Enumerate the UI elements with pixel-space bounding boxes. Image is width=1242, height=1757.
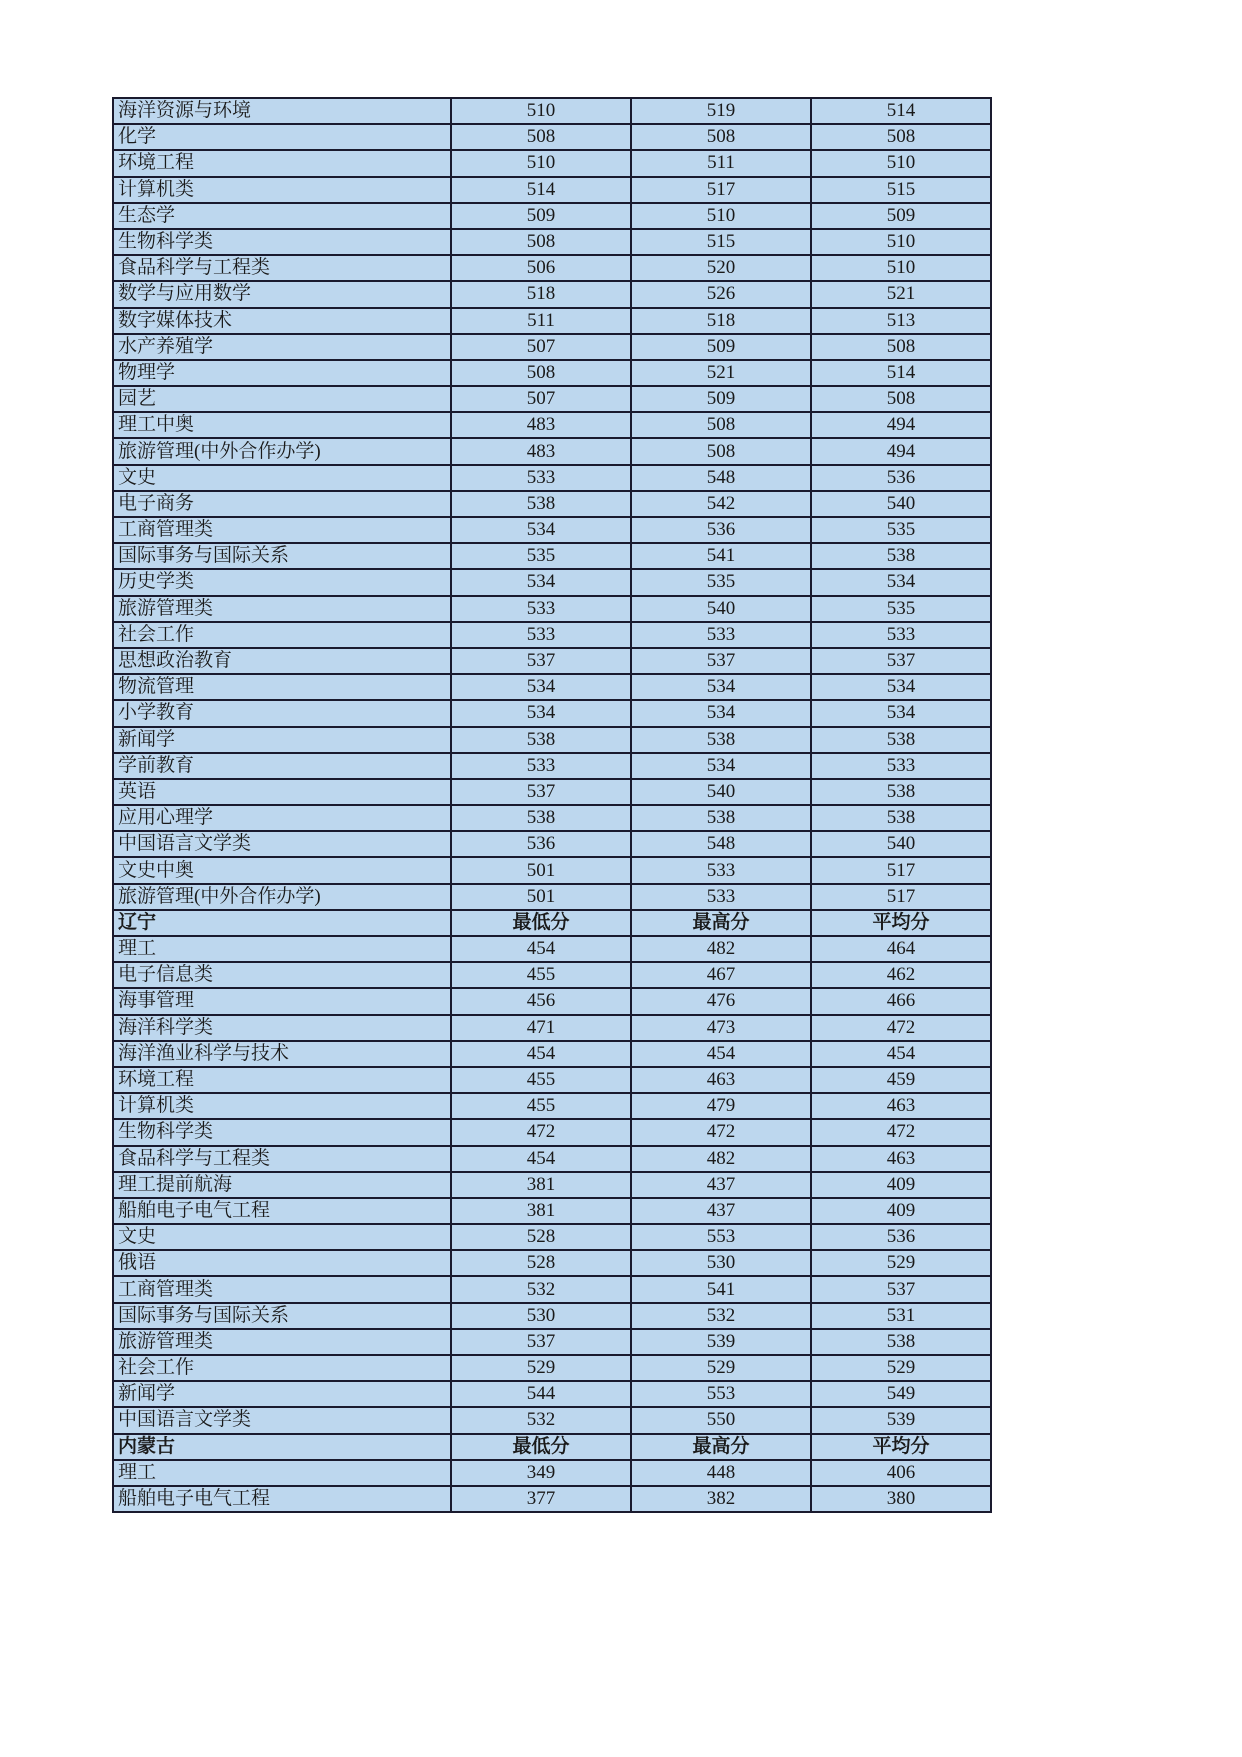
avg-score-cell: 538 xyxy=(811,1329,991,1355)
min-score-cell: 506 xyxy=(451,255,631,281)
table-row xyxy=(113,1119,991,1145)
min-score-cell: 501 xyxy=(451,884,631,910)
max-score-cell: 532 xyxy=(631,1303,811,1329)
table-row xyxy=(113,674,991,700)
category-name-cell: 理工中奥 xyxy=(113,412,451,438)
max-score-cell: 540 xyxy=(631,596,811,622)
max-score-cell: 472 xyxy=(631,1119,811,1145)
major-name-cell: 工商管理类 xyxy=(113,517,451,543)
major-name-cell: 海洋科学类 xyxy=(113,1015,451,1041)
avg-score-cell: 472 xyxy=(811,1119,991,1145)
max-score-cell: 539 xyxy=(631,1329,811,1355)
avg-score-cell: 540 xyxy=(811,491,991,517)
min-score-cell: 533 xyxy=(451,622,631,648)
table-row xyxy=(113,386,991,412)
category-name-cell: 文史 xyxy=(113,1224,451,1250)
major-name-cell: 中国语言文学类 xyxy=(113,831,451,857)
category-name-cell: 理工 xyxy=(113,936,451,962)
table-row xyxy=(113,1407,991,1433)
max-score-cell: 533 xyxy=(631,884,811,910)
table-row xyxy=(113,569,991,595)
avg-score-cell: 536 xyxy=(811,1224,991,1250)
major-name-cell: 物流管理 xyxy=(113,674,451,700)
major-name-cell: 国际事务与国际关系 xyxy=(113,543,451,569)
max-header-cell: 最高分 xyxy=(631,1434,811,1460)
max-score-cell: 542 xyxy=(631,491,811,517)
max-score-cell: 526 xyxy=(631,281,811,307)
max-score-cell: 509 xyxy=(631,386,811,412)
table-row xyxy=(113,700,991,726)
avg-score-cell: 463 xyxy=(811,1146,991,1172)
major-name-cell: 生物科学类 xyxy=(113,1119,451,1145)
category-name-cell: 理工 xyxy=(113,1460,451,1486)
avg-score-cell: 549 xyxy=(811,1381,991,1407)
max-score-cell: 548 xyxy=(631,831,811,857)
major-name-cell: 英语 xyxy=(113,779,451,805)
major-name-cell: 生态学 xyxy=(113,203,451,229)
max-score-cell: 454 xyxy=(631,1041,811,1067)
table-row xyxy=(113,596,991,622)
max-score-cell: 548 xyxy=(631,465,811,491)
major-name-cell: 旅游管理类 xyxy=(113,1329,451,1355)
major-name-cell: 旅游管理类 xyxy=(113,596,451,622)
avg-score-cell: 494 xyxy=(811,412,991,438)
major-name-cell: 工商管理类 xyxy=(113,1276,451,1302)
min-score-cell: 381 xyxy=(451,1198,631,1224)
min-score-cell: 455 xyxy=(451,1093,631,1119)
max-score-cell: 518 xyxy=(631,308,811,334)
table-row xyxy=(113,1381,991,1407)
avg-score-cell: 472 xyxy=(811,1015,991,1041)
min-score-cell: 533 xyxy=(451,465,631,491)
avg-score-cell: 539 xyxy=(811,1407,991,1433)
major-name-cell: 海洋资源与环境 xyxy=(113,98,451,124)
table-row xyxy=(113,936,991,962)
table-row xyxy=(113,308,991,334)
table-body xyxy=(113,98,991,1512)
table-row xyxy=(113,177,991,203)
max-score-cell: 538 xyxy=(631,727,811,753)
major-name-cell: 船舶电子电气工程 xyxy=(113,1198,451,1224)
min-score-cell: 471 xyxy=(451,1015,631,1041)
max-score-cell: 448 xyxy=(631,1460,811,1486)
major-name-cell: 俄语 xyxy=(113,1250,451,1276)
major-name-cell: 计算机类 xyxy=(113,177,451,203)
table-row xyxy=(113,124,991,150)
major-name-cell: 水产养殖学 xyxy=(113,334,451,360)
avg-score-cell: 510 xyxy=(811,229,991,255)
min-score-cell: 537 xyxy=(451,1329,631,1355)
table-row xyxy=(113,962,991,988)
table-row xyxy=(113,1146,991,1172)
table-row xyxy=(113,831,991,857)
major-name-cell: 化学 xyxy=(113,124,451,150)
avg-score-cell: 510 xyxy=(811,255,991,281)
max-score-cell: 536 xyxy=(631,517,811,543)
major-name-cell: 海事管理 xyxy=(113,988,451,1014)
major-name-cell: 物理学 xyxy=(113,360,451,386)
max-score-cell: 511 xyxy=(631,150,811,176)
avg-score-cell: 466 xyxy=(811,988,991,1014)
min-score-cell: 454 xyxy=(451,936,631,962)
table-row xyxy=(113,805,991,831)
major-name-cell: 国际事务与国际关系 xyxy=(113,1303,451,1329)
avg-score-cell: 459 xyxy=(811,1067,991,1093)
avg-score-cell: 517 xyxy=(811,857,991,883)
avg-score-cell: 531 xyxy=(811,1303,991,1329)
table-row xyxy=(113,543,991,569)
major-name-cell: 应用心理学 xyxy=(113,805,451,831)
table-row xyxy=(113,857,991,883)
max-score-cell: 482 xyxy=(631,936,811,962)
table-row xyxy=(113,648,991,674)
max-score-cell: 533 xyxy=(631,857,811,883)
admission-score-table xyxy=(112,97,992,1513)
max-score-cell: 541 xyxy=(631,1276,811,1302)
table-row xyxy=(113,360,991,386)
avg-score-cell: 517 xyxy=(811,884,991,910)
max-score-cell: 529 xyxy=(631,1355,811,1381)
min-score-cell: 544 xyxy=(451,1381,631,1407)
min-score-cell: 538 xyxy=(451,727,631,753)
major-name-cell: 中国语言文学类 xyxy=(113,1407,451,1433)
min-score-cell: 349 xyxy=(451,1460,631,1486)
avg-score-cell: 508 xyxy=(811,334,991,360)
avg-score-cell: 538 xyxy=(811,543,991,569)
table-row xyxy=(113,203,991,229)
table-row xyxy=(113,1198,991,1224)
min-score-cell: 530 xyxy=(451,1303,631,1329)
table-row xyxy=(113,779,991,805)
avg-score-cell: 409 xyxy=(811,1172,991,1198)
major-name-cell: 园艺 xyxy=(113,386,451,412)
max-score-cell: 482 xyxy=(631,1146,811,1172)
table-row xyxy=(113,438,991,464)
table-row xyxy=(113,255,991,281)
max-score-cell: 509 xyxy=(631,334,811,360)
max-score-cell: 479 xyxy=(631,1093,811,1119)
min-score-cell: 510 xyxy=(451,150,631,176)
min-score-cell: 533 xyxy=(451,753,631,779)
min-score-cell: 534 xyxy=(451,517,631,543)
major-name-cell: 小学教育 xyxy=(113,700,451,726)
table-row xyxy=(113,98,991,124)
avg-score-cell: 535 xyxy=(811,517,991,543)
avg-score-cell: 534 xyxy=(811,674,991,700)
major-name-cell: 环境工程 xyxy=(113,150,451,176)
major-name-cell: 电子商务 xyxy=(113,491,451,517)
max-score-cell: 535 xyxy=(631,569,811,595)
min-score-cell: 455 xyxy=(451,1067,631,1093)
table-row xyxy=(113,1224,991,1250)
table-row xyxy=(113,1067,991,1093)
min-score-cell: 454 xyxy=(451,1146,631,1172)
min-score-cell: 455 xyxy=(451,962,631,988)
avg-score-cell: 409 xyxy=(811,1198,991,1224)
avg-score-cell: 529 xyxy=(811,1250,991,1276)
table-row xyxy=(113,150,991,176)
max-score-cell: 508 xyxy=(631,412,811,438)
min-score-cell: 501 xyxy=(451,857,631,883)
min-score-cell: 532 xyxy=(451,1276,631,1302)
min-score-cell: 528 xyxy=(451,1250,631,1276)
major-name-cell: 食品科学与工程类 xyxy=(113,255,451,281)
max-score-cell: 382 xyxy=(631,1486,811,1512)
major-name-cell: 数字媒体技术 xyxy=(113,308,451,334)
min-score-cell: 537 xyxy=(451,779,631,805)
major-name-cell: 生物科学类 xyxy=(113,229,451,255)
major-name-cell: 电子信息类 xyxy=(113,962,451,988)
max-score-cell: 515 xyxy=(631,229,811,255)
table-row xyxy=(113,517,991,543)
table-row xyxy=(113,1460,991,1486)
avg-score-cell: 529 xyxy=(811,1355,991,1381)
major-name-cell: 旅游管理(中外合作办学) xyxy=(113,438,451,464)
avg-score-cell: 508 xyxy=(811,124,991,150)
province-header-row xyxy=(113,1434,991,1460)
avg-score-cell: 508 xyxy=(811,386,991,412)
max-score-cell: 467 xyxy=(631,962,811,988)
avg-score-cell: 406 xyxy=(811,1460,991,1486)
table-row xyxy=(113,1015,991,1041)
table-row xyxy=(113,491,991,517)
min-score-cell: 508 xyxy=(451,229,631,255)
major-name-cell: 社会工作 xyxy=(113,1355,451,1381)
avg-score-cell: 515 xyxy=(811,177,991,203)
table-row xyxy=(113,1276,991,1302)
avg-score-cell: 514 xyxy=(811,98,991,124)
avg-score-cell: 463 xyxy=(811,1093,991,1119)
min-score-cell: 507 xyxy=(451,386,631,412)
table-row xyxy=(113,727,991,753)
avg-score-cell: 454 xyxy=(811,1041,991,1067)
min-score-cell: 528 xyxy=(451,1224,631,1250)
avg-score-cell: 537 xyxy=(811,648,991,674)
table-row xyxy=(113,1329,991,1355)
max-score-cell: 508 xyxy=(631,124,811,150)
avg-score-cell: 513 xyxy=(811,308,991,334)
min-score-cell: 377 xyxy=(451,1486,631,1512)
avg-score-cell: 380 xyxy=(811,1486,991,1512)
min-score-cell: 534 xyxy=(451,569,631,595)
avg-score-cell: 510 xyxy=(811,150,991,176)
major-name-cell: 船舶电子电气工程 xyxy=(113,1486,451,1512)
avg-score-cell: 534 xyxy=(811,569,991,595)
max-score-cell: 534 xyxy=(631,753,811,779)
province-name-cell: 内蒙古 xyxy=(113,1434,451,1460)
max-score-cell: 538 xyxy=(631,805,811,831)
table-row xyxy=(113,1303,991,1329)
max-score-cell: 533 xyxy=(631,622,811,648)
max-score-cell: 521 xyxy=(631,360,811,386)
table-row xyxy=(113,1172,991,1198)
max-score-cell: 437 xyxy=(631,1198,811,1224)
avg-score-cell: 537 xyxy=(811,1276,991,1302)
major-name-cell: 新闻学 xyxy=(113,1381,451,1407)
max-score-cell: 534 xyxy=(631,674,811,700)
table-row xyxy=(113,1250,991,1276)
min-score-cell: 509 xyxy=(451,203,631,229)
max-score-cell: 519 xyxy=(631,98,811,124)
max-score-cell: 476 xyxy=(631,988,811,1014)
min-score-cell: 511 xyxy=(451,308,631,334)
category-name-cell: 文史 xyxy=(113,465,451,491)
max-score-cell: 520 xyxy=(631,255,811,281)
table-row xyxy=(113,988,991,1014)
max-header-cell: 最高分 xyxy=(631,910,811,936)
min-header-cell: 最低分 xyxy=(451,1434,631,1460)
avg-score-cell: 533 xyxy=(811,622,991,648)
table-row xyxy=(113,622,991,648)
min-header-cell: 最低分 xyxy=(451,910,631,936)
table-row xyxy=(113,1093,991,1119)
max-score-cell: 534 xyxy=(631,700,811,726)
min-score-cell: 534 xyxy=(451,674,631,700)
max-score-cell: 550 xyxy=(631,1407,811,1433)
min-score-cell: 538 xyxy=(451,805,631,831)
min-score-cell: 514 xyxy=(451,177,631,203)
major-name-cell: 思想政治教育 xyxy=(113,648,451,674)
max-score-cell: 508 xyxy=(631,438,811,464)
max-score-cell: 463 xyxy=(631,1067,811,1093)
avg-score-cell: 494 xyxy=(811,438,991,464)
min-score-cell: 508 xyxy=(451,360,631,386)
max-score-cell: 510 xyxy=(631,203,811,229)
min-score-cell: 529 xyxy=(451,1355,631,1381)
table-row xyxy=(113,1355,991,1381)
major-name-cell: 数学与应用数学 xyxy=(113,281,451,307)
min-score-cell: 518 xyxy=(451,281,631,307)
min-score-cell: 454 xyxy=(451,1041,631,1067)
avg-score-cell: 536 xyxy=(811,465,991,491)
major-name-cell: 海洋渔业科学与技术 xyxy=(113,1041,451,1067)
table-row xyxy=(113,281,991,307)
min-score-cell: 508 xyxy=(451,124,631,150)
avg-header-cell: 平均分 xyxy=(811,910,991,936)
avg-score-cell: 534 xyxy=(811,700,991,726)
avg-header-cell: 平均分 xyxy=(811,1434,991,1460)
min-score-cell: 472 xyxy=(451,1119,631,1145)
min-score-cell: 534 xyxy=(451,700,631,726)
major-name-cell: 新闻学 xyxy=(113,727,451,753)
table-row xyxy=(113,465,991,491)
max-score-cell: 437 xyxy=(631,1172,811,1198)
min-score-cell: 381 xyxy=(451,1172,631,1198)
avg-score-cell: 514 xyxy=(811,360,991,386)
max-score-cell: 553 xyxy=(631,1381,811,1407)
min-score-cell: 538 xyxy=(451,491,631,517)
avg-score-cell: 538 xyxy=(811,727,991,753)
major-name-cell: 环境工程 xyxy=(113,1067,451,1093)
avg-score-cell: 509 xyxy=(811,203,991,229)
table-row xyxy=(113,884,991,910)
avg-score-cell: 521 xyxy=(811,281,991,307)
avg-score-cell: 538 xyxy=(811,779,991,805)
province-name-cell: 辽宁 xyxy=(113,910,451,936)
max-score-cell: 530 xyxy=(631,1250,811,1276)
avg-score-cell: 540 xyxy=(811,831,991,857)
min-score-cell: 536 xyxy=(451,831,631,857)
table-row xyxy=(113,753,991,779)
avg-score-cell: 533 xyxy=(811,753,991,779)
avg-score-cell: 464 xyxy=(811,936,991,962)
max-score-cell: 553 xyxy=(631,1224,811,1250)
major-name-cell: 旅游管理(中外合作办学) xyxy=(113,884,451,910)
table-row xyxy=(113,1041,991,1067)
major-name-cell: 学前教育 xyxy=(113,753,451,779)
category-name-cell: 文史中奥 xyxy=(113,857,451,883)
max-score-cell: 541 xyxy=(631,543,811,569)
max-score-cell: 473 xyxy=(631,1015,811,1041)
max-score-cell: 540 xyxy=(631,779,811,805)
province-header-row xyxy=(113,910,991,936)
max-score-cell: 517 xyxy=(631,177,811,203)
max-score-cell: 537 xyxy=(631,648,811,674)
min-score-cell: 535 xyxy=(451,543,631,569)
major-name-cell: 计算机类 xyxy=(113,1093,451,1119)
avg-score-cell: 462 xyxy=(811,962,991,988)
min-score-cell: 507 xyxy=(451,334,631,360)
min-score-cell: 483 xyxy=(451,438,631,464)
major-name-cell: 历史学类 xyxy=(113,569,451,595)
min-score-cell: 532 xyxy=(451,1407,631,1433)
min-score-cell: 456 xyxy=(451,988,631,1014)
table-row xyxy=(113,334,991,360)
avg-score-cell: 538 xyxy=(811,805,991,831)
min-score-cell: 510 xyxy=(451,98,631,124)
min-score-cell: 533 xyxy=(451,596,631,622)
table-row xyxy=(113,229,991,255)
table-row xyxy=(113,412,991,438)
major-name-cell: 社会工作 xyxy=(113,622,451,648)
table-row xyxy=(113,1486,991,1512)
avg-score-cell: 535 xyxy=(811,596,991,622)
category-name-cell: 理工提前航海 xyxy=(113,1172,451,1198)
min-score-cell: 537 xyxy=(451,648,631,674)
min-score-cell: 483 xyxy=(451,412,631,438)
major-name-cell: 食品科学与工程类 xyxy=(113,1146,451,1172)
